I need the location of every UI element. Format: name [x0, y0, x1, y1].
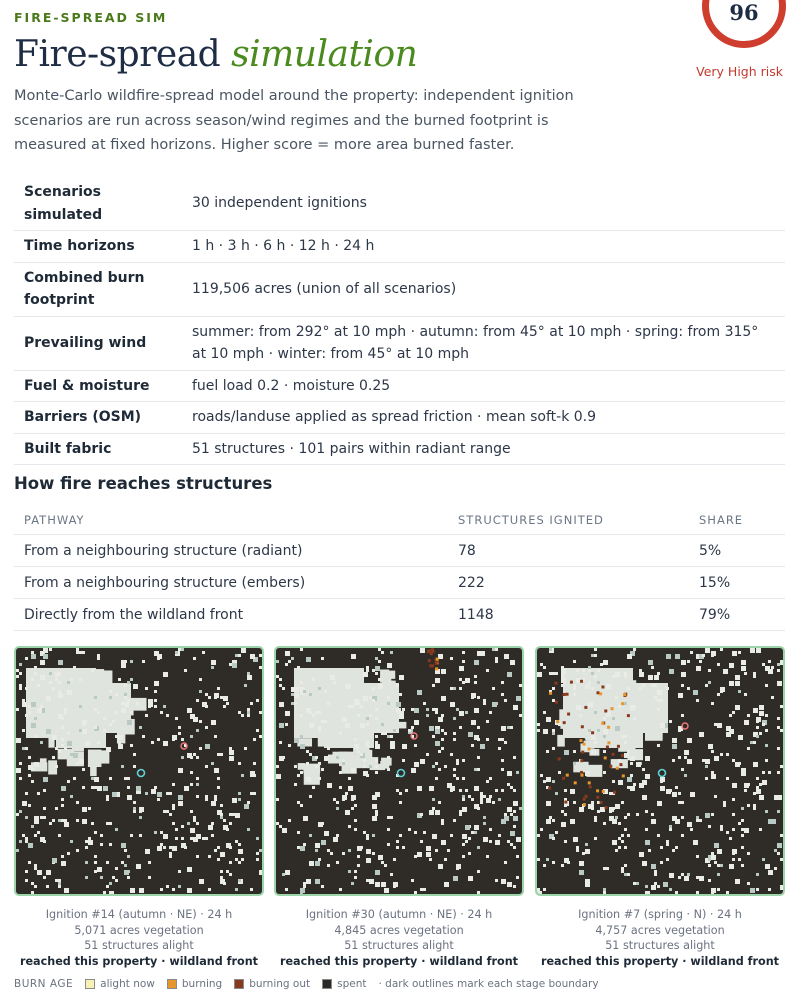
score-value: 96	[729, 0, 759, 25]
count-cell: 78	[448, 535, 689, 567]
page-title	[14, 34, 417, 75]
burn-age-legend	[14, 978, 599, 990]
caption-structures: 51 structures alight	[344, 939, 454, 953]
burn-map-graphic	[537, 648, 783, 894]
table-row	[14, 567, 785, 599]
caption-scenario: Ignition #14 (autumn · NE) · 24 h	[45, 908, 233, 921]
pathways-table	[14, 505, 785, 631]
pathway-cell: From a neighbouring structure (embers)	[14, 567, 448, 599]
summary-key: Time horizons	[14, 231, 182, 263]
risk-label: Very High risk	[696, 64, 783, 79]
count-cell: 222	[448, 567, 689, 599]
summary-row	[14, 370, 785, 402]
count-cell: 1148	[448, 599, 689, 631]
burn-maps	[14, 646, 785, 896]
col-header-pathway: PATHWAY	[14, 505, 448, 535]
caption-outcome: reached this property · wildland front	[540, 954, 780, 968]
pathway-cell: From a neighbouring structure (radiant)	[14, 535, 448, 567]
summary-row	[14, 177, 785, 231]
caption-outcome: reached this property · wildland front	[19, 954, 259, 968]
caption-structures: 51 structures alight	[605, 939, 715, 953]
legend-text: alight now	[100, 978, 155, 990]
summary-value: 51 structures · 101 pairs within radiant range	[182, 433, 785, 465]
caption-acres: 4,757 acres vegetation	[595, 923, 725, 937]
share-cell: 5%	[689, 535, 785, 567]
summary-row	[14, 402, 785, 434]
caption-structures: 51 structures alight	[84, 939, 194, 953]
summary-value: summer: from 292° at 10 mph · autumn: from 45° at 10 mph · spring: from 315° at 10 mph · winter: from 45° at 10 mph	[182, 316, 785, 370]
summary-row	[14, 316, 785, 370]
summary-key: Scenarios simulated	[14, 177, 182, 231]
summary-key: Prevailing wind	[14, 316, 182, 370]
summary-key: Fuel & moisture	[14, 370, 182, 402]
summary-key: Built fabric	[14, 433, 182, 465]
title-main: Fire-spread	[14, 34, 221, 75]
legend-text: burning	[181, 978, 223, 990]
map-caption-3	[535, 907, 785, 969]
legend-item-spent	[322, 978, 366, 990]
summary-key: Combined burn footprint	[14, 262, 182, 316]
col-header-structures: STRUCTURES IGNITED	[448, 505, 689, 535]
swatch-icon	[167, 979, 177, 989]
summary-row	[14, 262, 785, 316]
pathway-cell: Directly from the wildland front	[14, 599, 448, 631]
legend-note: · dark outlines mark each stage boundary	[378, 978, 599, 990]
summary-value: roads/landuse applied as spread friction · mean soft-k 0.9	[182, 402, 785, 434]
burn-map-graphic	[276, 648, 522, 894]
legend-label: BURN AGE	[14, 978, 74, 990]
pathways-header-row	[14, 505, 785, 535]
share-cell: 79%	[689, 599, 785, 631]
summary-value: 119,506 acres (union of all scenarios)	[182, 262, 785, 316]
summary-table	[14, 177, 785, 465]
title-accent: simulation	[231, 34, 418, 75]
table-row	[14, 535, 785, 567]
summary-value: 1 h · 3 h · 6 h · 12 h · 24 h	[182, 231, 785, 263]
caption-scenario: Ignition #30 (autumn · NE) · 24 h	[305, 908, 493, 921]
summary-value: 30 independent ignitions	[182, 177, 785, 231]
summary-value: fuel load 0.2 · moisture 0.25	[182, 370, 785, 402]
burn-map-2	[274, 646, 524, 896]
table-row	[14, 599, 785, 631]
share-cell: 15%	[689, 567, 785, 599]
col-header-share: SHARE	[689, 505, 785, 535]
caption-scenario: Ignition #7 (spring · N) · 24 h	[578, 908, 742, 921]
eyebrow-label: FIRE-SPREAD SIM	[14, 10, 168, 25]
swatch-icon	[234, 979, 244, 989]
legend-text: spent	[337, 978, 367, 990]
map-caption-2	[274, 907, 524, 969]
caption-acres: 5,071 acres vegetation	[74, 923, 204, 937]
legend-item-burning	[167, 978, 222, 990]
swatch-icon	[322, 979, 332, 989]
summary-key: Barriers (OSM)	[14, 402, 182, 434]
caption-outcome: reached this property · wildland front	[279, 954, 519, 968]
legend-text: burning out	[249, 978, 311, 990]
legend-item-alight	[85, 978, 155, 990]
summary-row	[14, 433, 785, 465]
description: Monte-Carlo wildfire-spread model around the property: independent ignition scenarios are run across season/wind regimes and the burned footprint is measured at fixed horizons. Higher score = more area burned faster.	[14, 88, 574, 153]
burn-map-1	[14, 646, 264, 896]
swatch-icon	[85, 979, 95, 989]
pathways-title: How fire reaches structures	[14, 474, 273, 493]
map-caption-1	[14, 907, 264, 969]
burn-map-graphic	[16, 648, 262, 894]
legend-item-burning-out	[234, 978, 310, 990]
caption-acres: 4,845 acres vegetation	[334, 923, 464, 937]
summary-row	[14, 231, 785, 263]
burn-map-3	[535, 646, 785, 896]
